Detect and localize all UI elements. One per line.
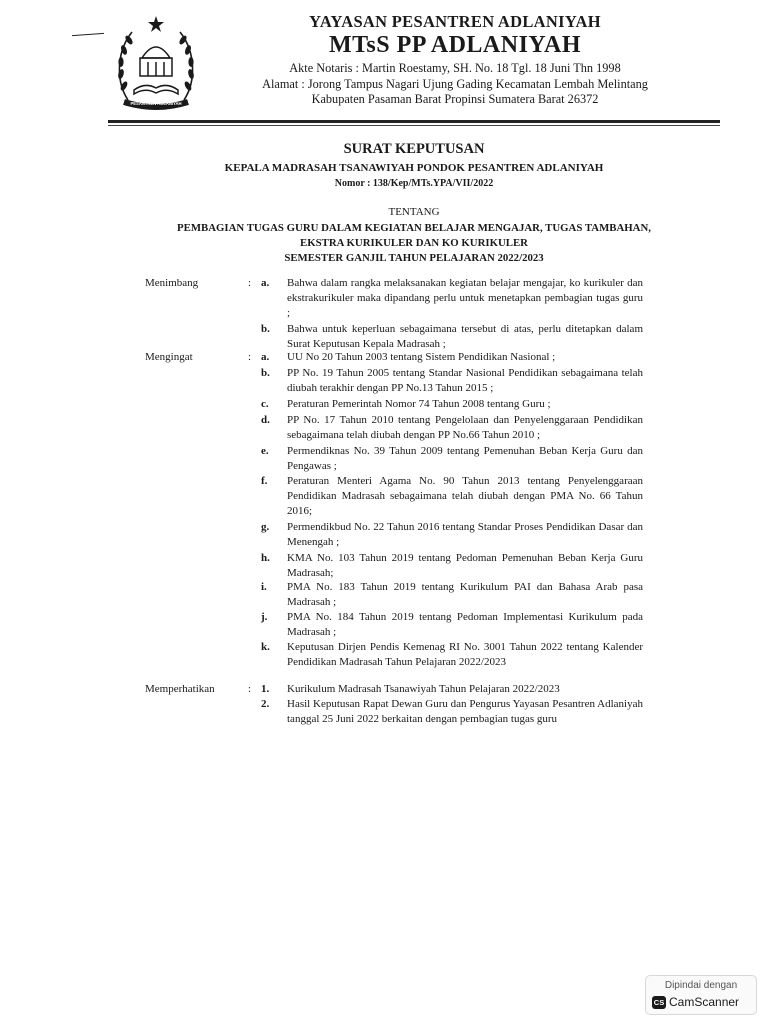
- section-label: Menimbang: [145, 277, 199, 289]
- item-marker: a.: [261, 277, 270, 289]
- logo-ribbon-text: PESANTREN ADLANIYAH: [130, 101, 182, 106]
- section-colon: :: [248, 351, 252, 363]
- item-text: Hasil Keputusan Rapat Dewan Guru dan Pengurus Yayasan Pesantren Adlaniyah tanggal 25 Juni 2022 berkaitan dengan pembagian tugas guru: [287, 698, 643, 726]
- item-text: KMA No. 103 Tahun 2019 tentang Pedoman Pemenuhan Beban Kerja Guru Madrasah;: [287, 552, 643, 580]
- document-heading: SURAT KEPUTUSAN: [343, 141, 485, 157]
- foundation-name: YAYASAN PESANTREN ADLANIYAH: [309, 12, 601, 31]
- section-label: Mengingat: [145, 351, 193, 363]
- school-name: MTsS PP ADLANIYAH: [328, 32, 582, 58]
- item-text: Keputusan Dirjen Pendis Kemenag RI No. 3001 Tahun 2022 tentang Kalender Pendidikan Madrasah Tahun Pelajaran 2022/2023: [287, 641, 643, 669]
- item-marker: i.: [261, 581, 267, 593]
- letterhead: [200, 12, 710, 108]
- document-subject: [108, 221, 720, 266]
- camscanner-watermark: [645, 975, 757, 1015]
- pen-stroke-mark: [72, 33, 104, 36]
- section-label: Memperhatikan: [145, 683, 215, 695]
- section-colon: :: [248, 683, 252, 695]
- item-marker: 2.: [261, 698, 270, 710]
- item-text: Peraturan Pemerintah Nomor 74 Tahun 2008 tentang Guru ;: [287, 398, 551, 410]
- camscanner-icon: CS: [653, 998, 665, 1007]
- item-marker: c.: [261, 398, 269, 410]
- item-marker: 1.: [261, 683, 270, 695]
- item-text: Permendikbud No. 22 Tahun 2016 tentang Standar Proses Pendidikan Dasar dan Menengah ;: [287, 521, 643, 549]
- item-text: Permendiknas No. 39 Tahun 2009 tentang Pemenuhan Beban Kerja Guru dan Pengawas ;: [287, 445, 643, 473]
- subject-line-3: SEMESTER GANJIL TAHUN PELAJARAN 2022/2023: [284, 252, 544, 264]
- subject-line-1: PEMBAGIAN TUGAS GURU DALAM KEGIATAN BELAJAR MENGAJAR, TUGAS TAMBAHAN,: [177, 222, 651, 234]
- item-text: UU No 20 Tahun 2003 tentang Sistem Pendidikan Nasional ;: [287, 351, 556, 363]
- document-about: TENTANG: [388, 206, 440, 218]
- item-marker: e.: [261, 445, 269, 457]
- item-text: Bahwa dalam rangka melaksanakan kegiatan belajar mengajar, ko kurikuler dan ekstrakurikuler maka dipandang perlu untuk menetapkan pembagian tugas guru ;: [287, 277, 643, 320]
- document-issuer: KEPALA MADRASAH TSANAWIYAH PONDOK PESANTREN ADLANIYAH: [224, 162, 604, 174]
- notary-line: Akte Notaris : Martin Roestamy, SH. No. 18 Tgl. 18 Juni Thn 1998: [289, 61, 621, 75]
- item-marker: b.: [261, 323, 270, 335]
- item-marker: a.: [261, 351, 270, 363]
- letterhead-divider-thin: [108, 125, 720, 126]
- address-line-1: Alamat : Jorong Tampus Nagari Ujung Gading Kecamatan Lembah Melintang: [262, 76, 648, 91]
- letterhead-divider-thick: [108, 120, 720, 123]
- item-marker: k.: [261, 641, 270, 653]
- address-line-2: Kabupaten Pasaman Barat Propinsi Sumatera Barat 26372: [311, 92, 599, 106]
- item-text: PMA No. 183 Tahun 2019 tentang Kurikulum PAI dan Bahasa Arab pasa Madrasah ;: [287, 581, 643, 609]
- scanner-caption: Dipindai dengan: [664, 980, 738, 991]
- item-text: Peraturan Menteri Agama No. 90 Tahun 2013 tentang Penyelenggaraan Pendidikan Madrasah sebagaimana telah diubah dengan PMA No. 66 Tahun 2016;: [287, 475, 643, 518]
- item-text: PP No. 19 Tahun 2005 tentang Standar Nasional Pendidikan sebagaimana telah diubah terakhir dengan PP No.13 Tahun 2015 ;: [287, 367, 643, 395]
- item-marker: d.: [261, 414, 270, 426]
- item-text: PMA No. 184 Tahun 2019 tentang Pedoman Implementasi Kurikulum pada Madrasah ;: [287, 611, 643, 639]
- document-number: Nomor : 138/Kep/MTs.YPA/VII/2022: [334, 178, 494, 189]
- item-marker: h.: [261, 552, 270, 564]
- section-colon: :: [248, 277, 252, 289]
- item-marker: b.: [261, 367, 270, 379]
- item-marker: j.: [261, 611, 268, 623]
- item-marker: f.: [261, 475, 268, 487]
- foundation-logo: [110, 12, 202, 112]
- item-text: Kurikulum Madrasah Tsanawiyah Tahun Pelajaran 2022/2023: [287, 683, 560, 695]
- scanner-name: CamScanner: [669, 995, 740, 1009]
- subject-line-2: EKSTRA KURIKULER DAN KO KURIKULER: [300, 237, 528, 249]
- item-text: Bahwa untuk keperluan sebagaimana tersebut di atas, perlu ditetapkan dalam Surat Keputusan Kepala Madrasah ;: [287, 323, 643, 351]
- item-text: PP No. 17 Tahun 2010 tentang Pengelolaan dan Penyelenggaraan Pendidikan sebagaimana telah diubah dengan PP No.66 Tahun 2010 ;: [287, 414, 643, 442]
- item-marker: g.: [261, 521, 270, 533]
